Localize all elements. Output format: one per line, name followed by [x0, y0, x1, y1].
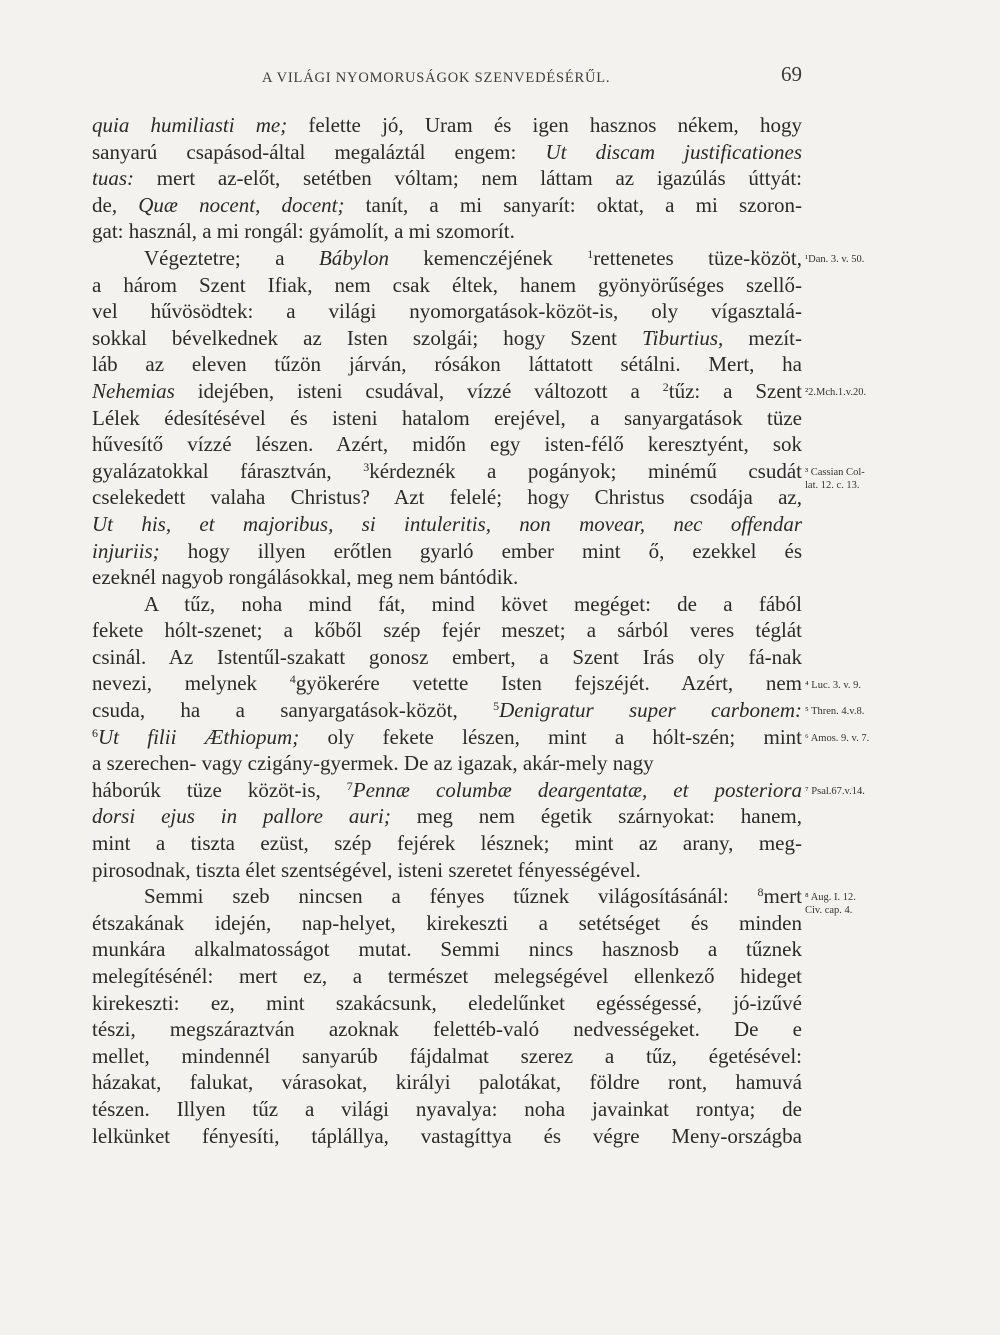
margin-note-line: ⁸ Aug. I. 12.	[805, 892, 856, 904]
footnote-marker: 5	[493, 699, 500, 714]
page-header	[92, 62, 802, 92]
text-run: Lélek édesítésével és isteni hatalom erejével, a sanyargatások tüze	[92, 405, 802, 430]
text-run: tészi, megszáraztván azoknak felettéb-való nedvességeket. De e	[92, 1017, 802, 1042]
text-line	[92, 830, 802, 857]
text-line	[92, 591, 802, 618]
text-line	[92, 1016, 802, 1043]
text-run: láb az eleven tűzön járván, rósákon láttatott sétálni. Mert, ha	[92, 352, 802, 377]
text-line	[92, 298, 802, 325]
text-run: gat: használ, a mi rongál: gyámolít, a mi szomorít.	[92, 219, 515, 244]
latin-quotation: tuas:	[92, 166, 134, 191]
text-run: fekete hólt-szenet; a kőből szép fejér meszet; a sárból veres téglát	[92, 618, 802, 643]
text-run: hogy illyen erőtlen gyarló ember mint ő, ezekkel és	[159, 538, 802, 563]
text-run: tészen. Illyen tűz a világi nyavalya: noha javainkat rontya; de	[92, 1096, 802, 1121]
text-line	[92, 112, 802, 139]
text-run: gyökerére vetette Isten fejszéjét. Azért, nem	[295, 671, 802, 696]
text-line	[92, 378, 802, 405]
text-run: idejében, isteni csudával, vízzé változott a	[174, 378, 663, 403]
margin-note	[805, 466, 905, 492]
latin-quotation: Tiburtius,	[642, 325, 724, 350]
text-run: csuda, ha a sanyargatások-közöt,	[92, 698, 494, 723]
text-line	[92, 405, 802, 432]
text-run: tanít, a mi sanyarít: oktat, a mi szoron-	[344, 192, 802, 217]
text-run: kemenczéjének	[388, 245, 588, 270]
margin-note-line: ⁶ Amos. 9. v. 7.	[805, 732, 870, 744]
latin-quotation: Bábylon	[318, 245, 389, 270]
text-run: nevezi, melynek	[92, 671, 290, 696]
text-line	[92, 458, 802, 485]
text-line	[92, 857, 802, 884]
margin-note	[805, 679, 905, 692]
text-line	[92, 724, 802, 751]
text-line	[92, 484, 802, 511]
text-line	[92, 139, 802, 166]
footnote-marker: 7	[346, 778, 353, 793]
margin-note	[805, 386, 905, 399]
text-line	[92, 777, 802, 804]
text-line	[92, 165, 802, 192]
text-line	[92, 511, 802, 538]
text-run: Semmi szeb nincsen a fényes tűznek világosításánál:	[144, 884, 758, 909]
margin-note	[805, 253, 905, 266]
text-run: cselekedett valaha Christus? Azt felelé; hogy Christus csodája az,	[92, 485, 802, 510]
footnote-marker: 3	[363, 459, 370, 474]
text-line	[92, 1123, 802, 1150]
text-run: a három Szent Ifiak, nem csak éltek, hanem gyönyörűséges szellő-	[92, 272, 802, 297]
margin-note-line: ⁴ Luc. 3. v. 9.	[805, 679, 862, 691]
latin-quotation: Ut discam justificationes	[545, 139, 802, 164]
text-run: mint a tiszta ezüst, szép fejérek lésznek; mint az arany, meg-	[92, 831, 802, 856]
text-run: rettenetes tüze-közöt,	[593, 245, 802, 270]
text-line	[92, 990, 802, 1017]
text-run: munkára alkalmatosságot mutat. Semmi nincs hasznosb a tűznek	[92, 937, 802, 962]
text-line	[92, 272, 802, 299]
latin-quotation: Quæ nocent, docent;	[138, 192, 345, 217]
text-run: kérdeznék a pogányok; minémű csudát	[369, 458, 802, 483]
text-line	[92, 431, 802, 458]
footnote-marker: 8	[757, 885, 764, 900]
footnote-marker: 4	[289, 672, 296, 687]
footnote-marker: 6	[92, 725, 98, 740]
text-run: de,	[92, 192, 139, 217]
margin-note-line: ³ Cassian Col-	[805, 466, 865, 478]
text-line	[92, 963, 802, 990]
margin-note-line: ¹Dan. 3. v. 50.	[805, 254, 865, 265]
margin-note	[805, 785, 905, 798]
text-run: háborúk tüze közöt-is,	[92, 777, 347, 802]
margin-note	[805, 891, 905, 917]
text-run: A tűz, noha mind fát, mind követ megéget: de a fából	[144, 591, 802, 616]
text-line	[92, 910, 802, 937]
text-line	[92, 538, 802, 565]
text-line	[92, 1069, 802, 1096]
latin-quotation: injuriis;	[92, 538, 160, 563]
text-line	[92, 1096, 802, 1123]
text-line	[92, 1043, 802, 1070]
text-line	[92, 218, 802, 245]
margin-note	[805, 732, 905, 745]
text-run: tűz: a Szent	[668, 378, 802, 403]
text-line	[92, 325, 802, 352]
text-line	[92, 351, 802, 378]
latin-quotation: Denigratur super carbonem:	[499, 698, 802, 723]
margin-note-line: ⁵ Thren. 4.v.8.	[805, 706, 865, 718]
text-run: sanyarú csapásod-által megaláztál engem:	[92, 139, 546, 164]
text-run: gyalázatokkal fárasztván,	[92, 458, 364, 483]
text-run: hűvesítő vízzé lészen. Azért, midőn egy isten-félő keresztyént, sok	[92, 432, 802, 457]
latin-quotation: Nehemias	[92, 378, 175, 403]
text-run: felette jó, Uram és igen hasznos nékem, hogy	[287, 113, 802, 137]
body-text	[92, 112, 802, 1149]
text-run: ezeknél nagyob rongálásokkal, meg nem bántódik.	[92, 565, 519, 590]
margin-note-line: ⁷ Psal.67.v.14.	[805, 786, 865, 797]
text-run: csinál. Az Istentűl-szakatt gonosz embert, a Szent Irás oly fá-nak	[92, 644, 802, 669]
text-line	[92, 803, 802, 830]
text-line	[92, 644, 802, 671]
text-run: mert	[763, 884, 802, 909]
text-line	[92, 670, 802, 697]
margin-note-line: lat. 12. c. 13.	[805, 479, 860, 491]
text-run: oly fekete lészen, mint a hólt-szén; mint	[299, 724, 802, 749]
latin-quotation: quia humiliasti me;	[92, 113, 288, 137]
page-number: 69	[781, 62, 802, 86]
margin-note-line: ²2.Mch.1.v.20.	[805, 387, 867, 398]
text-run: mezít-	[723, 325, 802, 350]
text-run: házakat, falukat, várasokat, királyi palotákat, földre ront, hamuvá	[92, 1070, 802, 1095]
footnote-marker: 1	[587, 246, 594, 261]
text-run: vel hűvösödtek: a világi nyomorgatások-közöt-is, oly vígasztalá-	[92, 299, 802, 324]
text-run: melegítésénél: mert ez, a természet melegségével ellenkező hideget	[92, 964, 802, 988]
text-line	[92, 883, 802, 910]
latin-quotation: Pennæ columbæ deargentatæ, et posteriora	[352, 777, 802, 802]
text-run: meg nem égetik szárnyokat: hanem,	[390, 804, 802, 829]
latin-quotation: Ut his, et majoribus, si intuleritis, non movear, nec offendar	[92, 511, 802, 536]
text-run: lelkünket fényesíti, táplállya, vastagíttya és végre Meny-országba	[92, 1123, 802, 1148]
text-run: kirekeszti: ez, mint szakácsunk, eledelűnket egésségessé, jó-izűvé	[92, 990, 802, 1015]
text-line	[92, 936, 802, 963]
text-line	[92, 245, 802, 272]
margin-note	[805, 705, 905, 718]
text-line	[92, 192, 802, 219]
text-line	[92, 750, 802, 777]
text-run: a szerechen- vagy czigány-gyermek. De az igazak, akár-mely nagy	[92, 751, 654, 776]
text-run: pirosodnak, tiszta élet szentségével, isteni szeretet fényességével.	[92, 857, 641, 882]
text-run: sokkal bévelkednek az Isten szolgái; hogy Szent	[92, 325, 643, 350]
footnote-marker: 2	[662, 379, 669, 394]
latin-quotation: Ut filii Æthiopum;	[98, 724, 300, 749]
text-line	[92, 617, 802, 644]
margin-note-line: Civ. cap. 4.	[805, 905, 853, 917]
running-title: A VILÁGI NYOMORUSÁGOK SZENVEDÉSÉRŰL.	[262, 70, 611, 86]
text-run: mellet, mindennél sanyarúb fájdalmat szerez a tűz, égetésével:	[92, 1043, 802, 1068]
latin-quotation: dorsi ejus in pallore auri;	[92, 804, 391, 829]
text-line	[92, 564, 802, 591]
text-line	[92, 697, 802, 724]
text-run: mert az-előt, setétben vóltam; nem láttam az igazúlás úttyát:	[134, 166, 802, 191]
text-run: étszakának idején, nap-helyet, kirekeszti a setétséget és minden	[92, 910, 802, 935]
text-run: Végeztetre; a	[144, 245, 319, 270]
